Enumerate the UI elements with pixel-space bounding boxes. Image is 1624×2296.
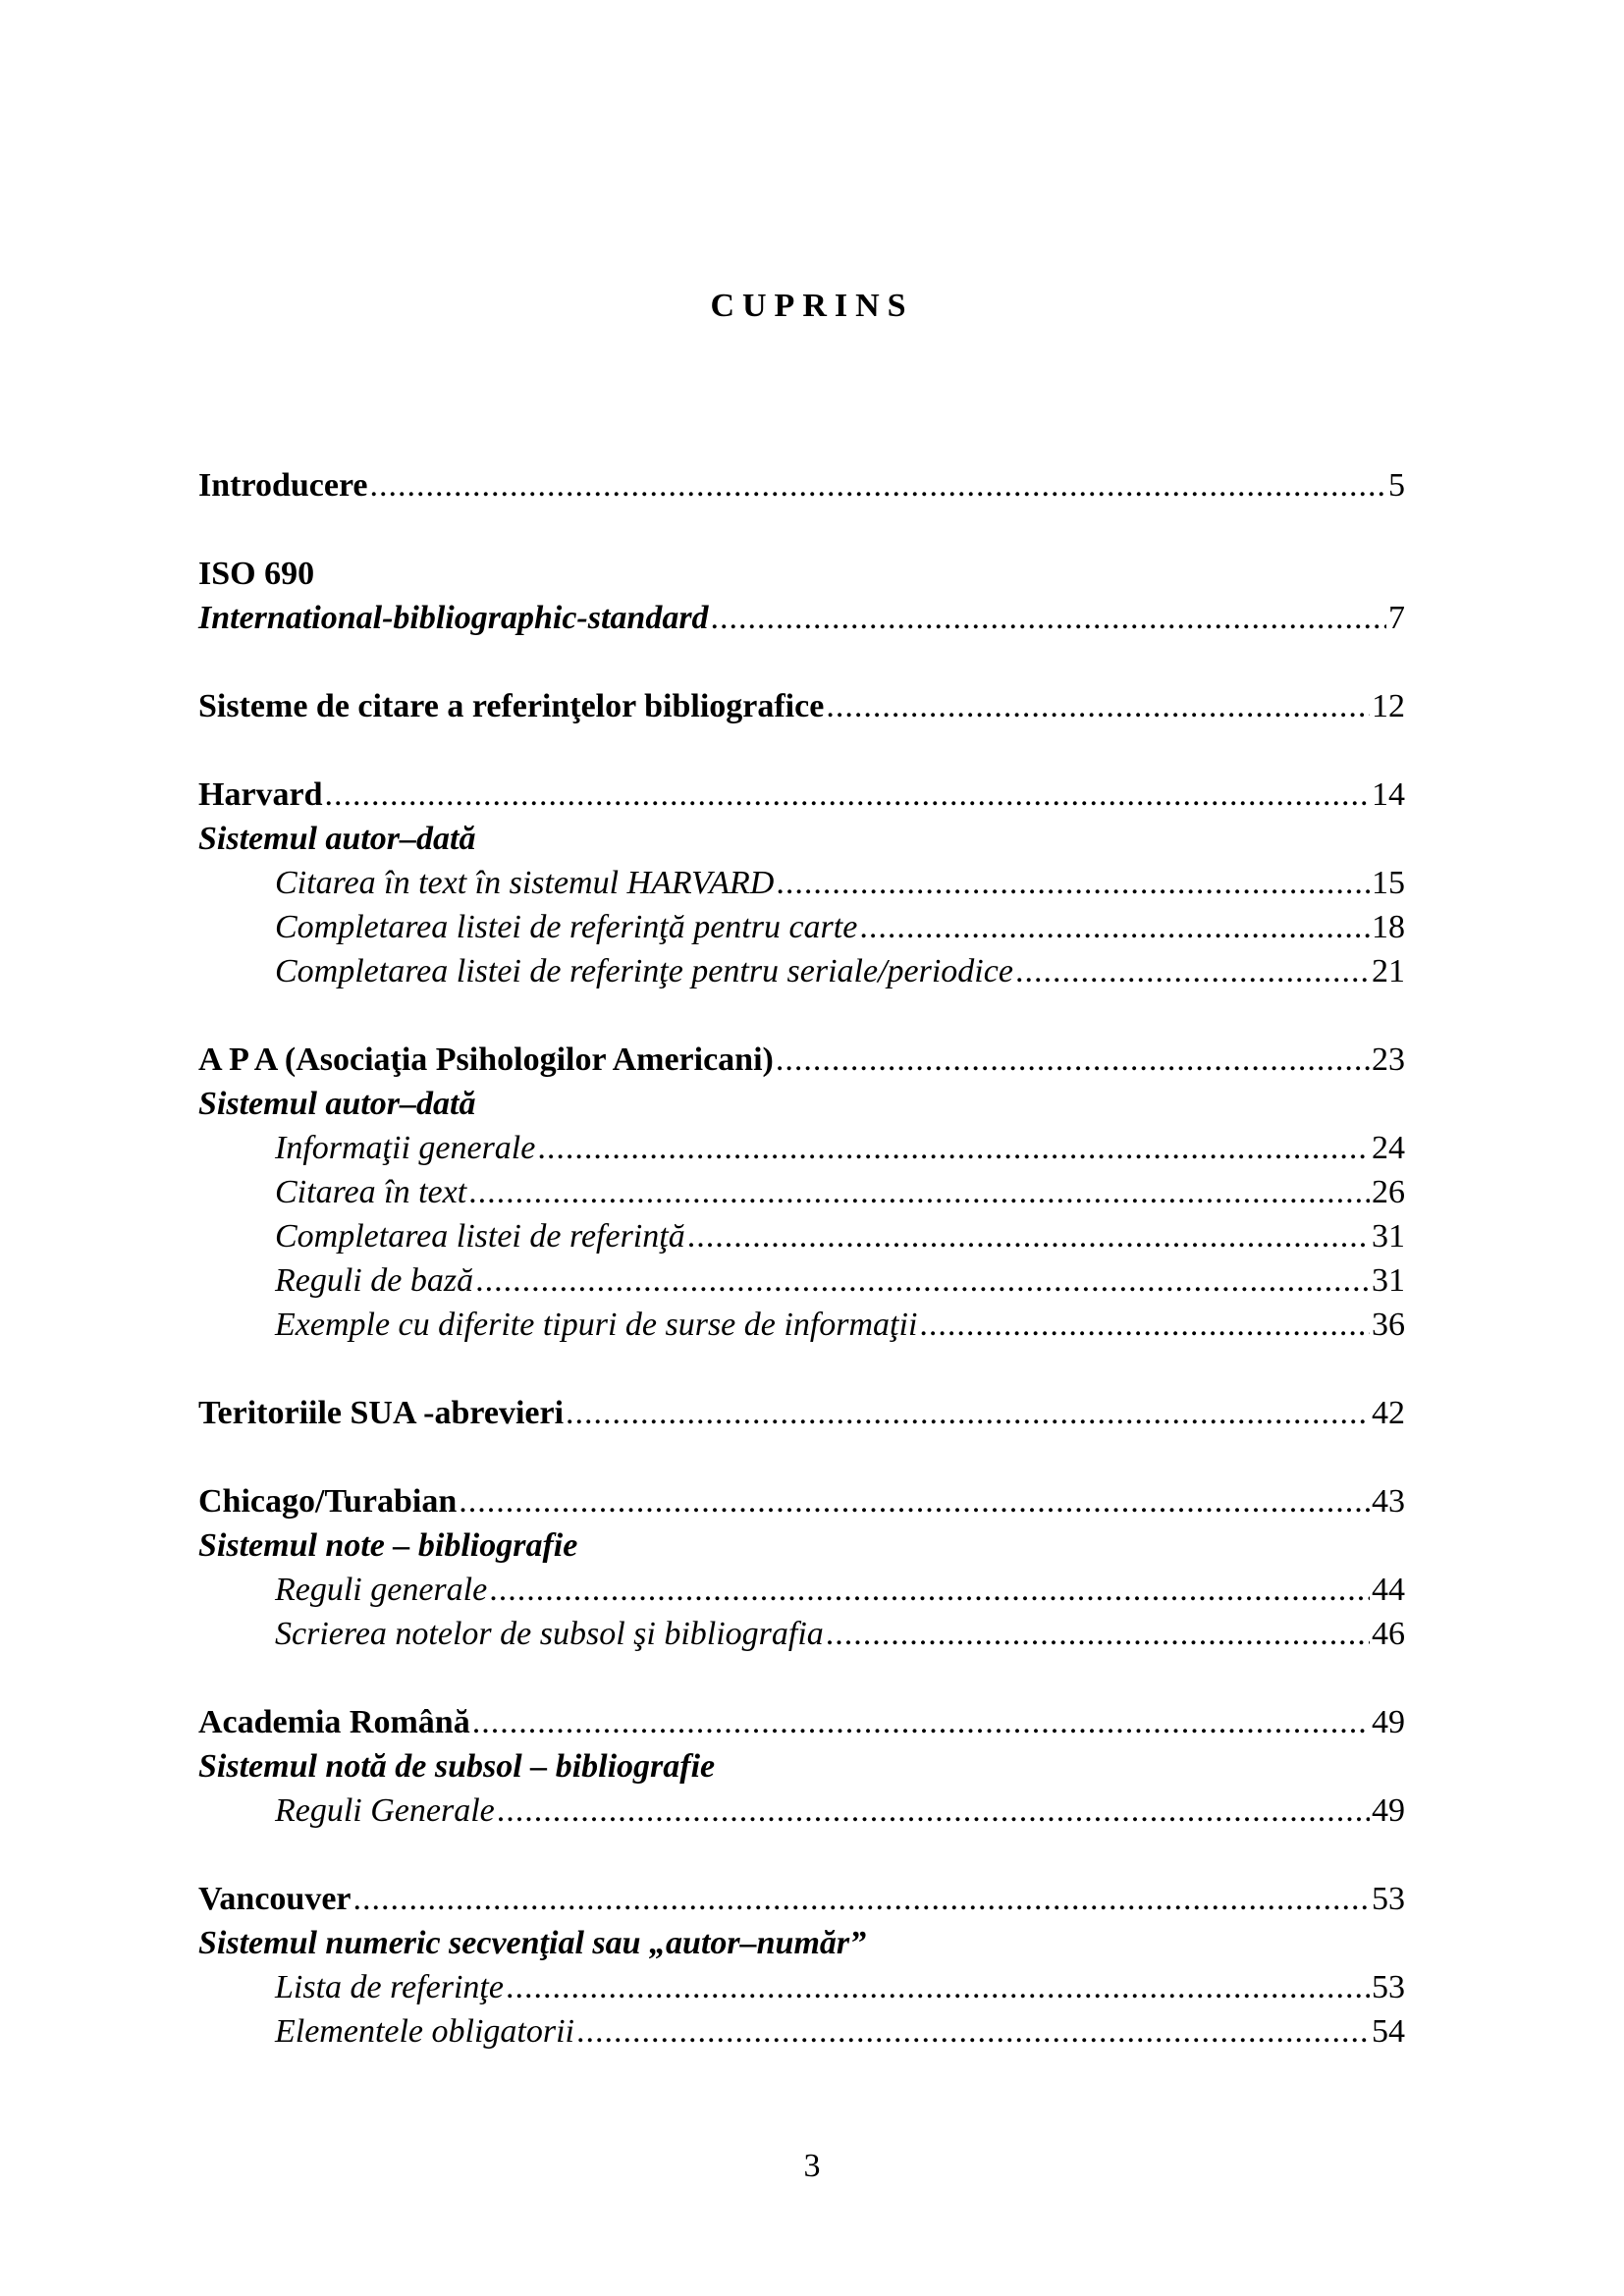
toc-dot-leader	[370, 463, 1386, 507]
toc-entry-label: Chicago/Turabian	[198, 1483, 458, 1520]
toc-dot-leader	[826, 684, 1370, 728]
toc-dot-leader	[537, 1126, 1370, 1170]
toc-entry-page: 12	[1372, 688, 1405, 724]
toc-entry-label: Harvard	[198, 776, 323, 813]
toc-entry-label: A P A (Asociaţia Psihologilor Americani)	[198, 1041, 774, 1078]
toc-entry-page: 23	[1372, 1041, 1405, 1078]
toc-entry[interactable]	[198, 1258, 1405, 1303]
toc-entry[interactable]	[198, 1170, 1405, 1214]
toc-entry[interactable]	[198, 1214, 1405, 1258]
toc-entry-page: 5	[1388, 467, 1405, 504]
toc-entry-label: Citarea în text în sistemul HARVARD	[275, 865, 775, 901]
toc-entry-page: 43	[1372, 1483, 1405, 1520]
toc-dot-leader	[859, 905, 1370, 949]
toc-entry-page: 53	[1372, 1969, 1405, 2005]
toc-dot-leader	[475, 1258, 1370, 1303]
toc-entry[interactable]	[198, 1126, 1405, 1170]
toc-entry[interactable]	[198, 1568, 1405, 1612]
toc-entry[interactable]	[198, 861, 1405, 905]
toc-entry[interactable]	[198, 1965, 1405, 2009]
toc-entry-label: Completarea listei de referinţe pentru seriale/periodice	[275, 953, 1013, 989]
toc-dot-leader	[711, 596, 1386, 640]
toc-entry-label: Sistemul note – bibliografie	[198, 1527, 578, 1564]
toc-spacer	[198, 1833, 1405, 1877]
toc-spacer	[198, 993, 1405, 1038]
toc-entry-label: Teritoriile SUA -abrevieri	[198, 1395, 565, 1431]
toc-spacer	[198, 640, 1405, 684]
toc-entry-page: 7	[1388, 600, 1405, 636]
toc-entry-page: 49	[1372, 1704, 1405, 1740]
toc-entry-label: Informaţii generale	[275, 1130, 536, 1166]
toc-dot-leader	[919, 1303, 1370, 1347]
toc-entry-page: 26	[1372, 1174, 1405, 1210]
toc-entry[interactable]	[198, 1921, 1405, 1965]
toc-entry-page: 18	[1372, 909, 1405, 945]
toc-entry-page: 36	[1372, 1307, 1405, 1343]
toc-entry-label: Sistemul autor–dată	[198, 821, 476, 857]
toc-dot-leader	[776, 861, 1370, 905]
toc-dot-leader	[776, 1038, 1370, 1082]
toc-entry-page: 14	[1372, 776, 1405, 813]
toc-entry-label: Academia Română	[198, 1704, 470, 1740]
toc-dot-leader	[506, 1965, 1370, 2009]
toc-entry[interactable]	[198, 1082, 1405, 1126]
toc-entry-label: Citarea în text	[275, 1174, 467, 1210]
toc-dot-leader	[325, 773, 1370, 817]
toc-entry[interactable]	[198, 1038, 1405, 1082]
toc-entry-label: Lista de referinţe	[275, 1969, 504, 2005]
toc-entry-page: 21	[1372, 953, 1405, 989]
toc-entry-label: Introducere	[198, 467, 368, 504]
toc-entry[interactable]	[198, 1303, 1405, 1347]
toc-entry[interactable]	[198, 463, 1405, 507]
toc-dot-leader	[687, 1214, 1370, 1258]
toc-entry-label: Exemple cu diferite tipuri de surse de informaţii	[275, 1307, 918, 1343]
toc-entry-label: Sisteme de citare a referinţelor bibliografice	[198, 688, 825, 724]
toc-entry-label: Scrierea notelor de subsol şi bibliografia	[275, 1616, 824, 1652]
toc-entry-page: 46	[1372, 1616, 1405, 1652]
table-of-contents	[198, 463, 1405, 2054]
toc-dot-leader	[1015, 949, 1370, 993]
toc-entry-label: Sistemul notă de subsol – bibliografie	[198, 1748, 716, 1785]
toc-entry-page: 24	[1372, 1130, 1405, 1166]
toc-entry-label: Sistemul numeric secvenţial sau „autor–număr”	[198, 1925, 867, 1961]
toc-dot-leader	[472, 1700, 1370, 1744]
toc-entry[interactable]	[198, 552, 1405, 596]
page-title: CUPRINS	[710, 288, 914, 324]
toc-dot-leader	[459, 1479, 1370, 1523]
toc-entry-page: 42	[1372, 1395, 1405, 1431]
toc-spacer	[198, 1435, 1405, 1479]
toc-entry[interactable]	[198, 949, 1405, 993]
toc-entry[interactable]	[198, 1523, 1405, 1568]
toc-entry-label: Elementele obligatorii	[275, 2013, 574, 2050]
toc-entry-label: ISO 690	[198, 556, 315, 592]
toc-entry-label: Reguli Generale	[275, 1792, 495, 1829]
toc-entry[interactable]	[198, 2009, 1405, 2054]
toc-entry[interactable]	[198, 596, 1405, 640]
toc-spacer	[198, 1656, 1405, 1700]
toc-entry[interactable]	[198, 1700, 1405, 1744]
toc-entry-label: Reguli de bază	[275, 1262, 474, 1299]
toc-spacer	[198, 1347, 1405, 1391]
toc-entry-page: 15	[1372, 865, 1405, 901]
toc-dot-leader	[497, 1789, 1370, 1833]
toc-entry-page: 31	[1372, 1218, 1405, 1255]
toc-dot-leader	[576, 2009, 1370, 2054]
toc-entry[interactable]	[198, 817, 1405, 861]
toc-entry[interactable]	[198, 1877, 1405, 1921]
toc-dot-leader	[489, 1568, 1370, 1612]
toc-spacer	[198, 507, 1405, 552]
toc-entry-page: 54	[1372, 2013, 1405, 2050]
toc-entry[interactable]	[198, 684, 1405, 728]
toc-spacer	[198, 728, 1405, 773]
toc-dot-leader	[353, 1877, 1370, 1921]
page-number: 3	[803, 2148, 821, 2184]
toc-dot-leader	[468, 1170, 1370, 1214]
toc-entry-label: Sistemul autor–dată	[198, 1086, 476, 1122]
toc-entry[interactable]	[198, 1789, 1405, 1833]
toc-entry[interactable]	[198, 1391, 1405, 1435]
toc-entry-label: Vancouver	[198, 1881, 352, 1917]
toc-entry[interactable]	[198, 773, 1405, 817]
toc-dot-leader	[566, 1391, 1370, 1435]
toc-entry[interactable]	[198, 1744, 1405, 1789]
toc-entry-label: Completarea listei de referinţă	[275, 1218, 685, 1255]
toc-entry[interactable]	[198, 905, 1405, 949]
toc-entry-page: 44	[1372, 1572, 1405, 1608]
toc-entry-label: Completarea listei de referinţă pentru carte	[275, 909, 858, 945]
toc-entry-page: 31	[1372, 1262, 1405, 1299]
toc-entry-label: Reguli generale	[275, 1572, 488, 1608]
toc-entry-label: International-bibliographic-standard	[198, 600, 709, 636]
toc-entry[interactable]	[198, 1479, 1405, 1523]
toc-entry-page: 53	[1372, 1881, 1405, 1917]
toc-entry-page: 49	[1372, 1792, 1405, 1829]
toc-dot-leader	[826, 1612, 1370, 1656]
toc-entry[interactable]	[198, 1612, 1405, 1656]
